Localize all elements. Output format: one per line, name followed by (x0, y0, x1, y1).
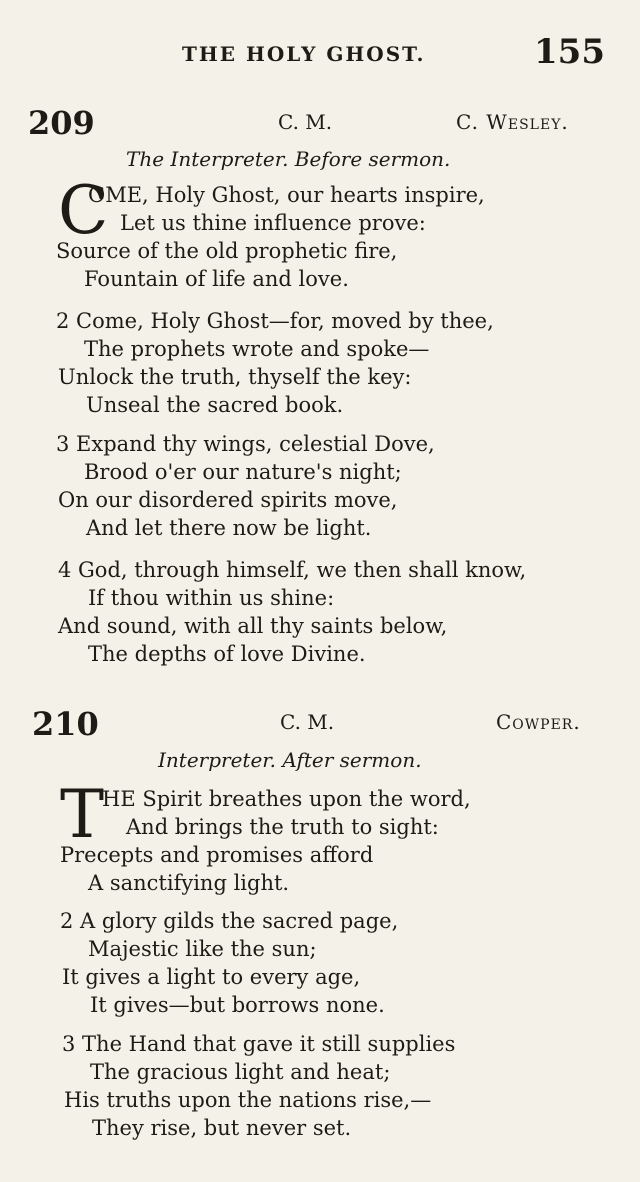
verse-line: Let us thine influence prove: (120, 211, 426, 235)
hymn-meter: C. M. (278, 110, 333, 134)
verse-line: Brood o'er our nature's night; (84, 460, 402, 484)
drop-cap: T (60, 776, 105, 853)
verse-line: 2 Come, Holy Ghost—for, moved by thee, (56, 309, 494, 333)
verse-line: And brings the truth to sight: (126, 815, 439, 839)
verse-line: HE Spirit breathes upon the word, (102, 787, 471, 811)
verse-line: They rise, but never set. (92, 1116, 352, 1140)
verse-line: A sanctifying light. (88, 871, 290, 895)
verse-line: And sound, with all thy saints below, (58, 614, 448, 638)
verse-line: 3 Expand thy wings, celestial Dove, (56, 432, 435, 456)
verse-line: On our disordered spirits move, (58, 488, 398, 512)
verse-line: If thou within us shine: (88, 586, 335, 610)
hymn-number: 209 (28, 104, 95, 142)
verse-line: His truths upon the nations rise,— (64, 1088, 432, 1112)
verse-line: 4 God, through himself, we then shall know, (58, 558, 527, 582)
verse-line: It gives—but borrows none. (90, 993, 385, 1017)
verse-line: Unlock the truth, thyself the key: (58, 365, 412, 389)
verse-line: Precepts and promises afford (60, 843, 374, 867)
verse-line: Source of the old prophetic fire, (56, 239, 398, 263)
hymn-author: C. Wesley. (456, 110, 569, 134)
verse-line: And let there now be light. (86, 516, 372, 540)
running-header: THE HOLY GHOST. (182, 42, 426, 66)
verse-line: OME, Holy Ghost, our hearts inspire, (88, 183, 485, 207)
drop-cap: C (58, 172, 109, 249)
verse-line: Majestic like the sun; (88, 937, 317, 961)
hymn-meter: C. M. (280, 710, 335, 734)
verse-line: Unseal the sacred book. (86, 393, 344, 417)
verse-line: 2 A glory gilds the sacred page, (60, 909, 399, 933)
verse-line: The gracious light and heat; (90, 1060, 391, 1084)
verse-line: The depths of love Divine. (88, 642, 366, 666)
page-number: 155 (534, 32, 605, 72)
hymn-author: Cowper. (496, 710, 581, 734)
verse-line: 3 The Hand that gave it still supplies (62, 1032, 456, 1056)
hymn-number: 210 (32, 705, 99, 743)
verse-line: The prophets wrote and spoke— (84, 337, 430, 361)
hymn-subtitle: Interpreter. After sermon. (158, 748, 422, 772)
verse-line: It gives a light to every age, (62, 965, 361, 989)
hymn-subtitle: The Interpreter. Before sermon. (126, 147, 451, 171)
verse-line: Fountain of life and love. (84, 267, 349, 291)
